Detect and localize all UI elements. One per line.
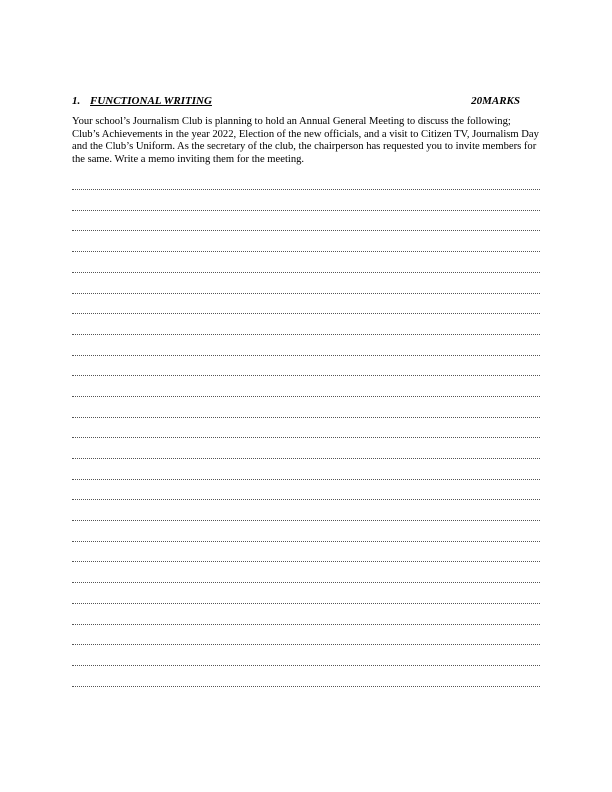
answer-line <box>72 252 540 273</box>
answer-line <box>72 438 540 459</box>
answer-lines <box>72 169 540 686</box>
answer-line <box>72 211 540 232</box>
answer-line <box>72 273 540 294</box>
question-title: FUNCTIONAL WRITING <box>90 95 212 107</box>
answer-line <box>72 376 540 397</box>
answer-line <box>72 335 540 356</box>
answer-line <box>72 356 540 377</box>
answer-line <box>72 418 540 439</box>
answer-line <box>72 480 540 501</box>
question-number: 1. <box>72 95 81 107</box>
answer-line <box>72 169 540 190</box>
answer-line <box>72 542 540 563</box>
answer-line <box>72 583 540 604</box>
question-prompt: Your school’s Journalism Club is planning to hold an Annual General Meeting to discuss the following; Club’s Achievements in the year 2022, Election of the new officials, and a visit to Citizen TV, Journalism Day and the Club’s Uniform. As the secretary of the club, the chairperson has requested you to invite members for the same. Write a memo inviting them for the meeting. <box>72 116 539 165</box>
answer-line <box>72 500 540 521</box>
answer-line <box>72 521 540 542</box>
answer-line <box>72 314 540 335</box>
exam-page <box>72 94 540 687</box>
question-header <box>72 94 540 108</box>
answer-line <box>72 562 540 583</box>
answer-line <box>72 294 540 315</box>
answer-line <box>72 397 540 418</box>
answer-line <box>72 190 540 211</box>
answer-line <box>72 231 540 252</box>
answer-line <box>72 604 540 625</box>
answer-line <box>72 459 540 480</box>
answer-line <box>72 625 540 646</box>
question-heading <box>72 94 212 108</box>
answer-line <box>72 666 540 687</box>
question-marks: 20MARKS <box>471 95 520 107</box>
answer-line <box>72 645 540 666</box>
